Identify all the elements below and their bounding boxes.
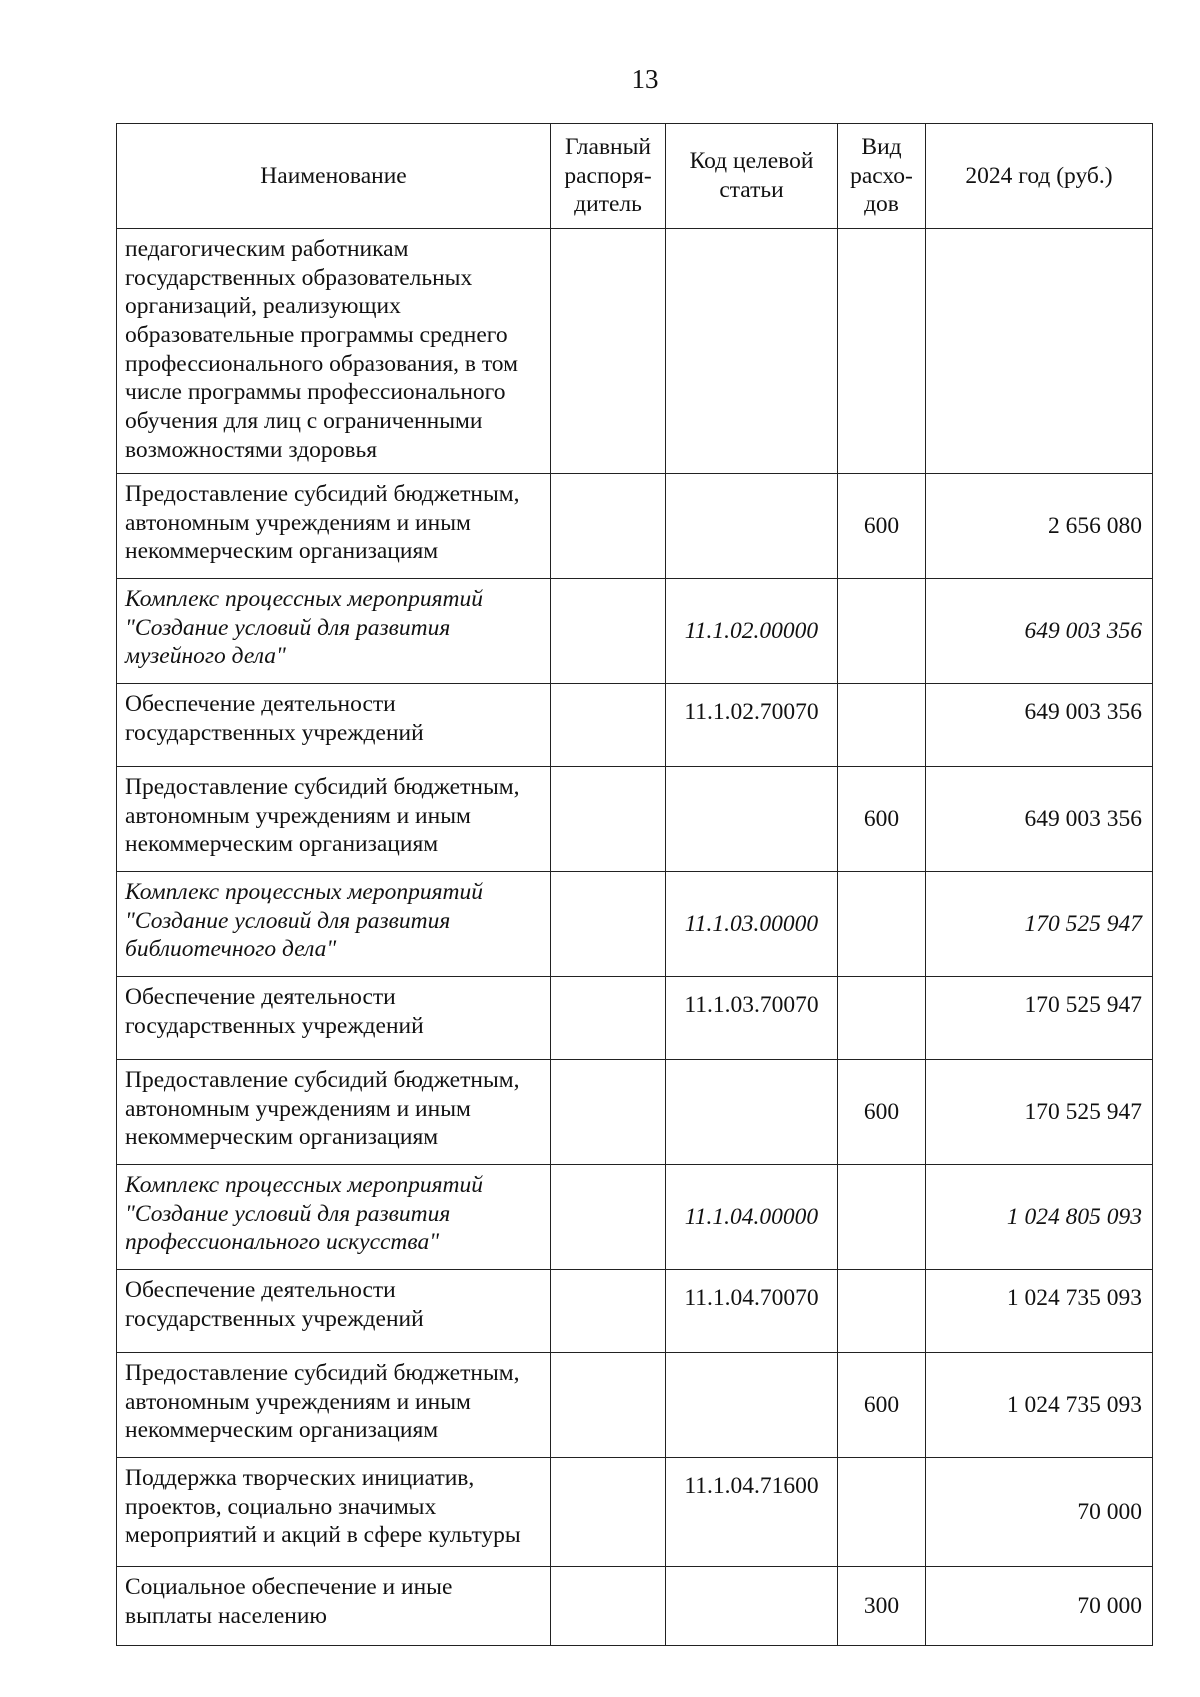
table-row bbox=[117, 229, 1153, 474]
cell-manager bbox=[551, 1165, 666, 1270]
cell-manager bbox=[551, 1567, 666, 1646]
cell-manager bbox=[551, 1353, 666, 1458]
cell-amount: 1 024 735 093 bbox=[926, 1270, 1153, 1353]
table-row bbox=[117, 1458, 1153, 1567]
cell-code: 11.1.04.00000 bbox=[666, 1165, 838, 1270]
cell-type bbox=[838, 1165, 926, 1270]
cell-name: Социальное обеспечение и иные выплаты населению bbox=[117, 1567, 551, 1646]
table-row bbox=[117, 1270, 1153, 1353]
table-row bbox=[117, 872, 1153, 977]
cell-code bbox=[666, 1353, 838, 1458]
cell-amount: 2 656 080 bbox=[926, 474, 1153, 579]
table-row bbox=[117, 1165, 1153, 1270]
cell-code: 11.1.04.70070 bbox=[666, 1270, 838, 1353]
cell-code bbox=[666, 1567, 838, 1646]
cell-code: 11.1.03.70070 bbox=[666, 977, 838, 1060]
cell-amount: 170 525 947 bbox=[926, 977, 1153, 1060]
cell-name: Поддержка творческих инициатив, проектов, социально значимых мероприятий и акций в сфере культуры bbox=[117, 1458, 551, 1567]
cell-name: Комплекс процессных мероприятий "Создание условий для развития профессионального искусства" bbox=[117, 1165, 551, 1270]
cell-name: Предоставление субсидий бюджетным, автономным учреждениям и иным некоммерческим организациям bbox=[117, 474, 551, 579]
page-number: 13 bbox=[631, 64, 659, 94]
cell-type bbox=[838, 1458, 926, 1567]
cell-amount: 70 000 bbox=[926, 1458, 1153, 1567]
cell-name: Обеспечение деятельности государственных учреждений bbox=[117, 1270, 551, 1353]
cell-name: Предоставление субсидий бюджетным, автономным учреждениям и иным некоммерческим организациям bbox=[117, 767, 551, 872]
cell-name: Предоставление субсидий бюджетным, автономным учреждениям и иным некоммерческим организациям bbox=[117, 1060, 551, 1165]
cell-type bbox=[838, 684, 926, 767]
cell-manager bbox=[551, 229, 666, 474]
cell-code bbox=[666, 474, 838, 579]
cell-manager bbox=[551, 1270, 666, 1353]
cell-name: Комплекс процессных мероприятий "Создание условий для развития музейного дела" bbox=[117, 579, 551, 684]
cell-name: Предоставление субсидий бюджетным, автономным учреждениям и иным некоммерческим организациям bbox=[117, 1353, 551, 1458]
table-row bbox=[117, 684, 1153, 767]
cell-manager bbox=[551, 767, 666, 872]
cell-code: 11.1.02.00000 bbox=[666, 579, 838, 684]
cell-type bbox=[838, 1270, 926, 1353]
cell-amount bbox=[926, 229, 1153, 474]
cell-name: Обеспечение деятельности государственных учреждений bbox=[117, 977, 551, 1060]
cell-amount: 649 003 356 bbox=[926, 684, 1153, 767]
cell-manager bbox=[551, 1060, 666, 1165]
budget-table bbox=[116, 123, 1153, 1646]
header-name: Наименование bbox=[117, 124, 551, 229]
cell-code bbox=[666, 767, 838, 872]
cell-type: 600 bbox=[838, 1060, 926, 1165]
cell-code: 11.1.03.00000 bbox=[666, 872, 838, 977]
table-row bbox=[117, 767, 1153, 872]
table-row bbox=[117, 977, 1153, 1060]
table-header-row bbox=[117, 124, 1153, 229]
cell-name: Комплекс процессных мероприятий "Создание условий для развития библиотечного дела" bbox=[117, 872, 551, 977]
cell-manager bbox=[551, 579, 666, 684]
cell-type: 300 bbox=[838, 1567, 926, 1646]
cell-code bbox=[666, 229, 838, 474]
cell-manager bbox=[551, 684, 666, 767]
cell-name: Обеспечение деятельности государственных учреждений bbox=[117, 684, 551, 767]
header-code: Код целевой статьи bbox=[666, 124, 838, 229]
cell-type: 600 bbox=[838, 1353, 926, 1458]
table-row bbox=[117, 474, 1153, 579]
cell-type bbox=[838, 872, 926, 977]
cell-code: 11.1.04.71600 bbox=[666, 1458, 838, 1567]
cell-manager bbox=[551, 977, 666, 1060]
cell-amount: 1 024 805 093 bbox=[926, 1165, 1153, 1270]
cell-type bbox=[838, 977, 926, 1060]
cell-amount: 1 024 735 093 bbox=[926, 1353, 1153, 1458]
cell-type bbox=[838, 229, 926, 474]
table-row bbox=[117, 1567, 1153, 1646]
cell-amount: 649 003 356 bbox=[926, 579, 1153, 684]
cell-amount: 70 000 bbox=[926, 1567, 1153, 1646]
cell-type bbox=[838, 579, 926, 684]
cell-amount: 649 003 356 bbox=[926, 767, 1153, 872]
table-row bbox=[117, 1060, 1153, 1165]
cell-code: 11.1.02.70070 bbox=[666, 684, 838, 767]
header-type: Вид расхо-дов bbox=[838, 124, 926, 229]
cell-manager bbox=[551, 872, 666, 977]
cell-type: 600 bbox=[838, 474, 926, 579]
cell-amount: 170 525 947 bbox=[926, 872, 1153, 977]
header-manager: Главный распоря-дитель bbox=[551, 124, 666, 229]
cell-manager bbox=[551, 474, 666, 579]
cell-name: педагогическим работникам государственных образовательных организаций, реализующих образовательные программы среднего профессионального образования, в том числе программы профессионального обучения для лиц с ограниченными возможностями здоровья bbox=[117, 229, 551, 474]
cell-amount: 170 525 947 bbox=[926, 1060, 1153, 1165]
header-amount: 2024 год (руб.) bbox=[926, 124, 1153, 229]
table-row bbox=[117, 1353, 1153, 1458]
cell-manager bbox=[551, 1458, 666, 1567]
cell-code bbox=[666, 1060, 838, 1165]
cell-type: 600 bbox=[838, 767, 926, 872]
table-row bbox=[117, 579, 1153, 684]
